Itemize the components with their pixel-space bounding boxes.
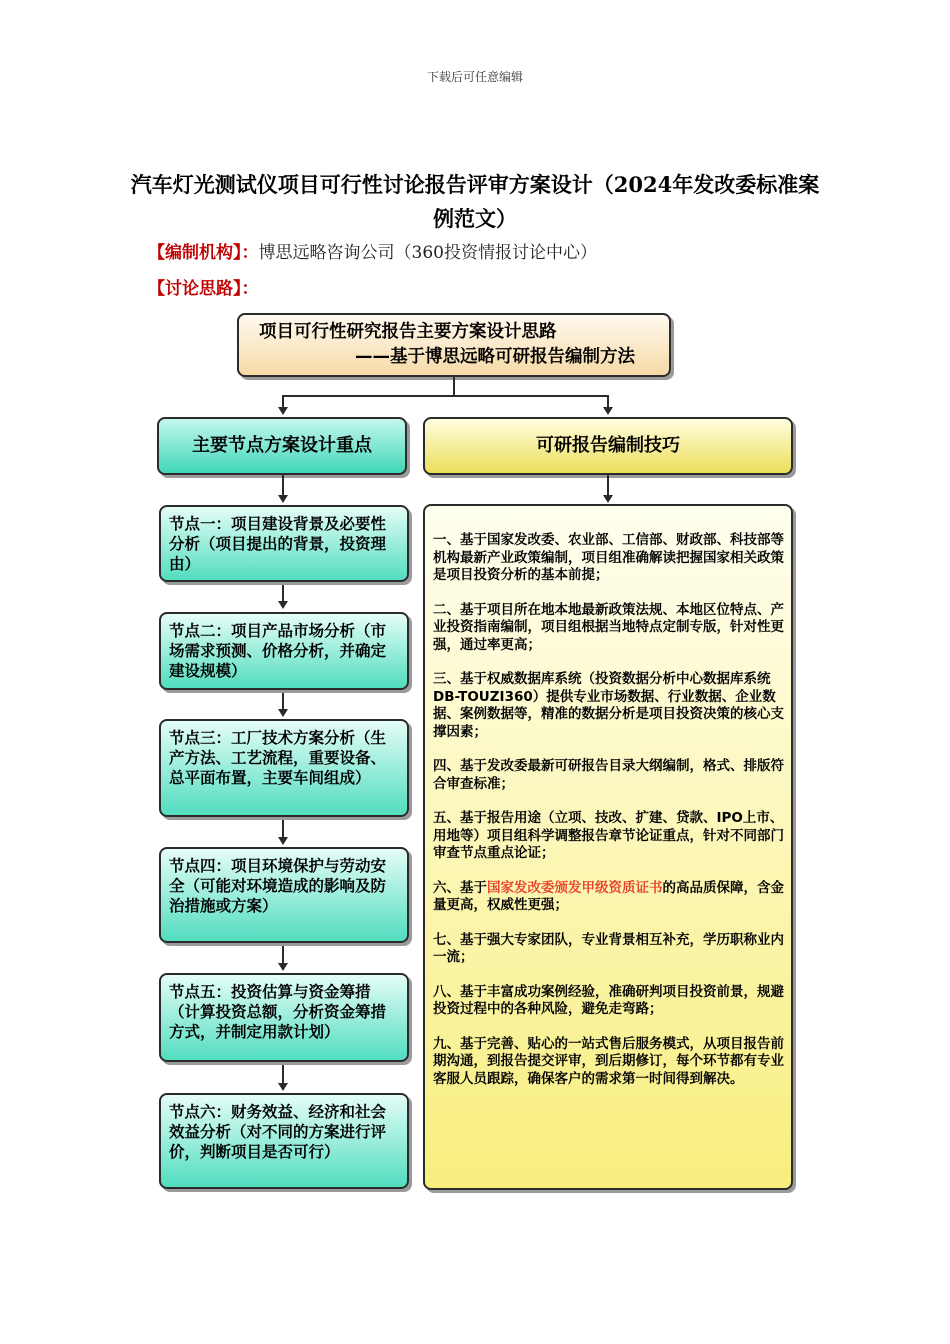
idea-line — [148, 274, 259, 299]
node-5: 节点五：投资估算与资金筹措（计算投资总额，分析资金筹措方式，并制定用款计划） — [159, 973, 409, 1062]
skill-item: 九、基于完善、贴心的一站式售后服务模式，从项目报告前期沟通，到报告提交评审，到后期修订，每个环节都有专业客服人员跟踪，确保客户的需求第一时间得到解决。 — [433, 1035, 784, 1087]
connector-line — [282, 395, 609, 397]
node-6: 节点六：财务效益、经济和社会效益分析（对不同的方案进行评价，判断项目是否可行） — [159, 1093, 409, 1189]
skill-item: 一、基于国家发改委、农业部、工信部、财政部、科技部等机构最新产业政策编制，项目组准确解读把握国家相关政策是项目投资分析的基本前提； — [433, 532, 784, 583]
org-line — [148, 238, 597, 263]
node-4: 节点四：项目环境保护与劳动安全（可能对环境造成的影响及防治措施或方案） — [159, 847, 409, 943]
skill-6-highlight: 国家发改委颁发甲级资质证书 — [487, 879, 663, 896]
header-note: 下载后可任意编辑 — [426, 70, 523, 84]
skills-panel — [423, 504, 793, 1190]
diagram-top-title: 项目可行性研究报告主要方案设计思路 — [259, 322, 557, 342]
skill-item: 七、基于强大专家团队，专业背景相互补充，学历职称业内一流； — [433, 931, 784, 965]
flow-diagram — [145, 305, 805, 1200]
left-column-header: 主要节点方案设计重点 — [157, 417, 407, 475]
node-2: 节点二：项目产品市场分析（市场需求预测、价格分析，并确定建设规模） — [159, 612, 409, 690]
skill-6-prefix: 六、基于 — [433, 879, 487, 896]
org-label: 【编制机构】： — [148, 243, 259, 263]
skill-item: 四、基于发改委最新可研报告目录大纲编制，格式、排版符合审查标准； — [433, 758, 784, 792]
skill-item: 八、基于丰富成功案例经验，准确研判项目投资前景，规避投资过程中的各种风险，避免走弯路； — [433, 983, 784, 1017]
document-title: 汽车灯光测试仪项目可行性讨论报告评审方案设计（2024年发改委标准案例范文） — [130, 172, 820, 231]
node-1: 节点一：项目建设背景及必要性分析（项目提出的背景，投资理由） — [159, 505, 409, 582]
node-3: 节点三：工厂技术方案分析（生产方法、工艺流程，重要设备、总平面布置，主要车间组成） — [159, 719, 409, 817]
skill-item: 五、基于报告用途（立项、技改、扩建、贷款、IPO上市、用地等）项目组科学调整报告章节论证重点，针对不同部门审查节点重点论证； — [433, 810, 784, 861]
skill-item-6 — [433, 880, 785, 915]
diagram-top-subtitle: ——基于博思远略可研报告编制方法 — [355, 347, 635, 367]
skill-item: 二、基于项目所在地本地最新政策法规、本地区位特点、产业投资指南编制，项目组根据当地特点定制专版，针对性更强，通过率更高； — [433, 601, 784, 653]
right-column-header: 可研报告编制技巧 — [423, 417, 793, 475]
idea-label: 【讨论思路】： — [148, 279, 259, 299]
org-value: 博思远略咨询公司（360投资情报讨论中心） — [258, 243, 597, 263]
diagram-top-box — [237, 313, 671, 377]
skill-6-suffix: 的高品质保障，含金量更高，权威性更强； — [433, 879, 784, 913]
skill-item: 三、基于权威数据库系统（投资数据分析中心数据库系统DB-TOUZI360）提供专业市场数据、行业数据、企业数据、案例数据等，精准的数据分析是项目投资决策的核心支撑因素； — [433, 671, 784, 740]
